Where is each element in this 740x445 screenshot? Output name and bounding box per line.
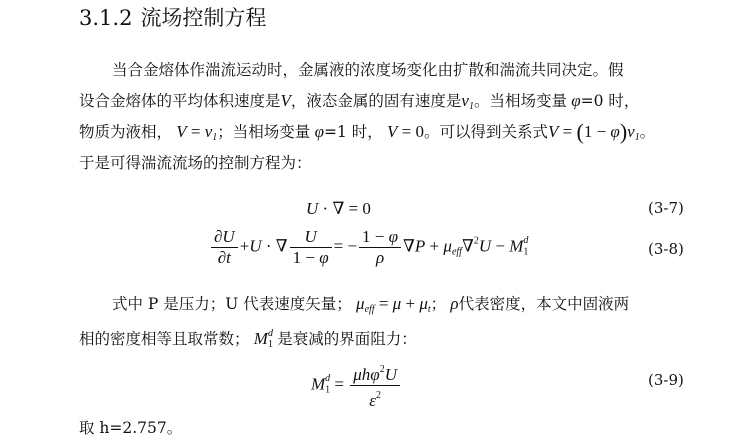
math-M1d: $M_1^d$ <box>253 328 273 350</box>
equation-3-7: U · ∇ = 0 <box>306 199 371 218</box>
section-title: 流场控制方程 <box>140 6 267 30</box>
para1-line3 <box>79 119 656 148</box>
para1-text: ，液态金属的固有速度是 <box>290 92 462 110</box>
para1-text: 物质为液相， <box>79 123 173 141</box>
closing-line <box>79 418 182 438</box>
para1-text: 。可以得到关系式 <box>423 123 548 141</box>
para1-line1 <box>112 60 624 80</box>
section-number: 3.1.2 <box>79 6 133 30</box>
math-v1: $v_1$ <box>461 91 474 112</box>
math-mu-eff: $\mu_{eff} = \mu + \mu_t$ <box>356 294 431 315</box>
para1-line4 <box>79 153 312 173</box>
para2-line1 <box>112 294 629 320</box>
para1-line4-text: 于是可得湍流流场的控制方程为： <box>79 154 312 172</box>
equation-number-3-7: (3-7) <box>648 199 684 217</box>
para2-text: 式中 P 是压力；U 代表速度矢量； <box>112 295 352 313</box>
equation-3-8: $\frac{\partial U}{\partial t}$ +U · ∇ $\frac{U}{1 - \varphi}$ = − $\frac{1 - \varphi}{\rho}$ $\nabla P + \mu_{eff}\nabla^2U - M_1^d$ <box>209 227 528 268</box>
para1-text: 。 <box>639 123 656 141</box>
para1-text: ；当相场变量 <box>217 123 311 141</box>
math-rho: ρ <box>446 294 459 313</box>
equation-3-9: $M_1^d$ = $\frac{\mu h\varphi^2U}{\varepsilon^2}$ <box>311 360 402 411</box>
para1-text: 。当相场变量 <box>473 92 567 110</box>
math-V-eq-v1: $V = v_1$ <box>176 122 218 143</box>
para2-text: 是衰减的界面阻力： <box>277 330 417 348</box>
math-phi: φ <box>566 91 581 110</box>
equation-number-3-9: (3-9) <box>648 371 684 389</box>
equation-number-3-8: (3-8) <box>648 240 684 258</box>
para2-line2 <box>79 324 417 355</box>
section-heading <box>79 5 266 31</box>
math-V-eq-0: V = 0 <box>387 122 424 141</box>
para1-line1-text: 当合金熔体作湍流运动时，金属液的浓度场变化由扩散和湍流共同决定。假 <box>112 61 624 79</box>
para2-text: ； <box>430 295 447 313</box>
closing-text: 取 h=2.757。 <box>79 419 183 437</box>
para2-text: 代表密度，本文中固液两 <box>458 295 630 313</box>
math-V: V <box>280 91 291 110</box>
para2-text: 相的密度相等且取常数； <box>79 330 250 348</box>
para1-line2 <box>79 91 639 117</box>
math-phi: φ <box>310 122 324 141</box>
para1-text: =0 时， <box>580 92 640 110</box>
para1-text: 设合金熔体的平均体积速度是 <box>79 92 281 110</box>
para1-text: =1 时， <box>323 123 383 141</box>
math-relation: $V = (1 - \varphi)v_1$ <box>548 119 640 144</box>
